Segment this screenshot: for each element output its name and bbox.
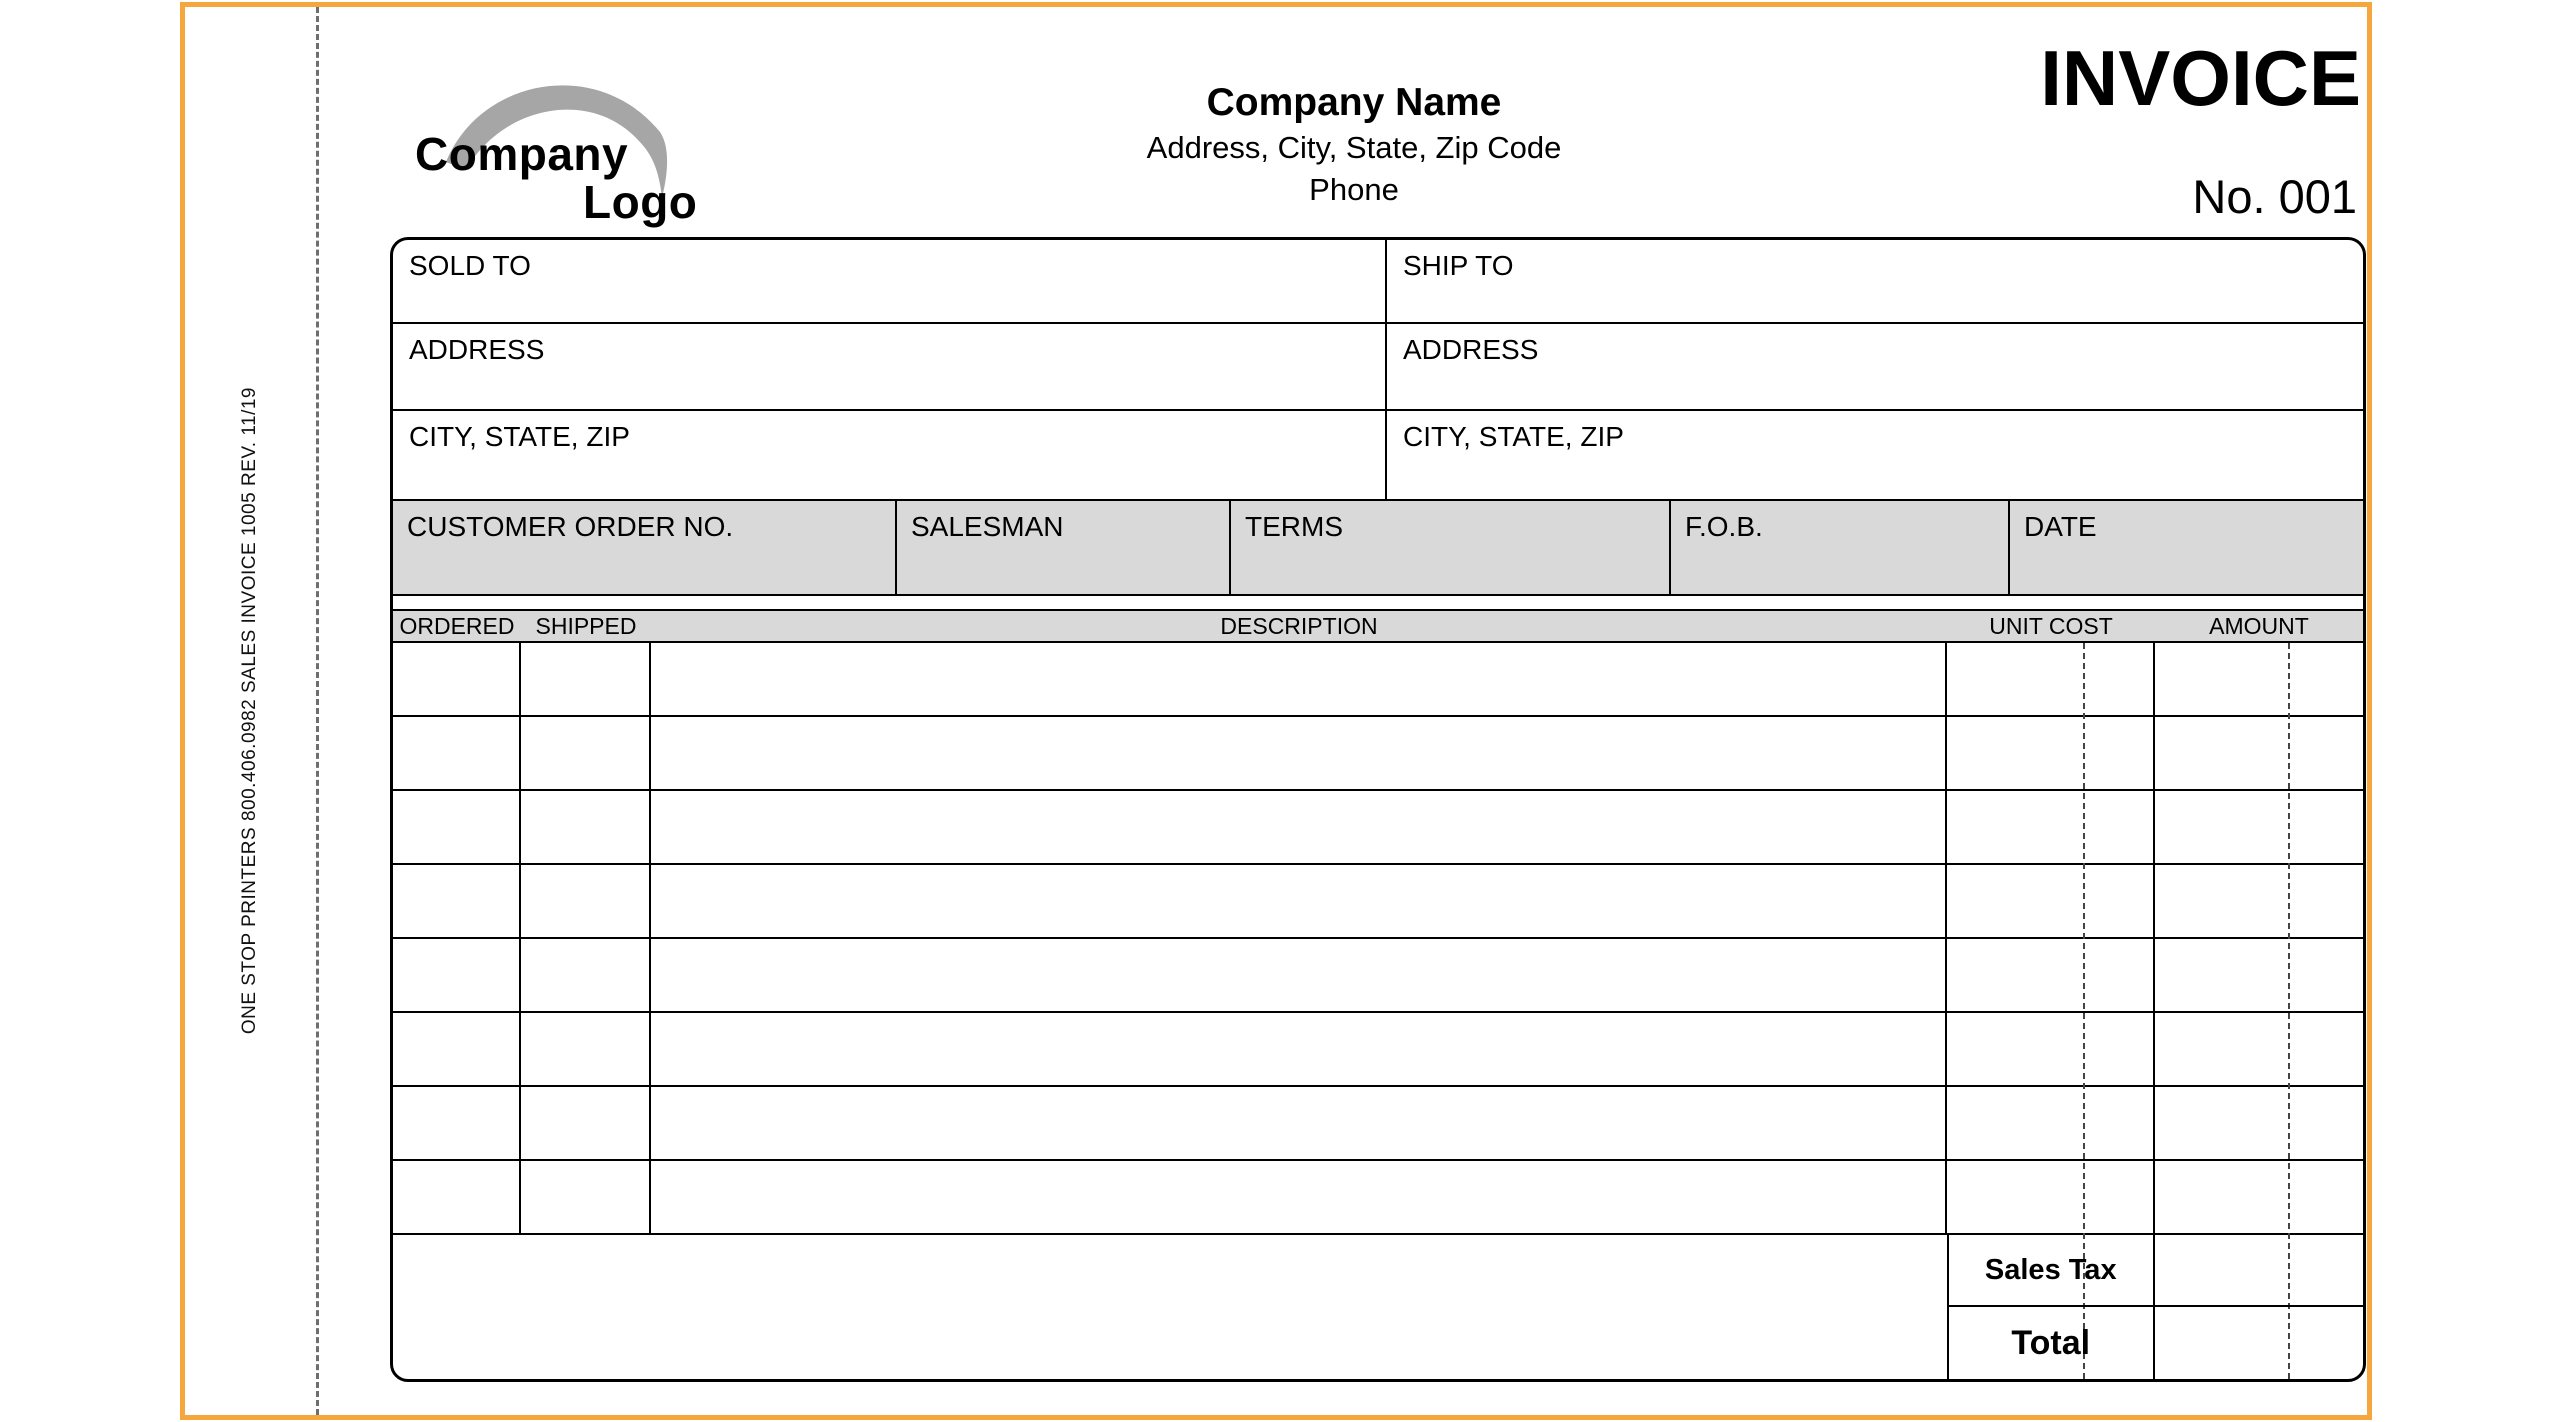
terms-field[interactable] bbox=[1231, 501, 1671, 594]
item-unit-cost-cell[interactable] bbox=[1947, 717, 2155, 789]
item-ordered-cell[interactable] bbox=[393, 865, 521, 937]
sold-city-label: CITY, STATE, ZIP bbox=[409, 421, 630, 452]
date-field[interactable] bbox=[2010, 501, 2363, 594]
sold-to-field[interactable] bbox=[393, 240, 1387, 324]
item-unit-cost-cell[interactable] bbox=[1947, 1087, 2155, 1159]
item-description-cell[interactable] bbox=[651, 939, 1947, 1011]
sales-tax-row bbox=[1949, 1235, 2363, 1307]
item-description-cell[interactable] bbox=[651, 1087, 1947, 1159]
sold-address-field[interactable] bbox=[393, 324, 1387, 411]
company-name: Company Name bbox=[1206, 81, 1502, 124]
item-shipped-cell[interactable] bbox=[521, 1161, 651, 1233]
date-label: DATE bbox=[2024, 511, 2097, 542]
salesman-label: SALESMAN bbox=[911, 511, 1064, 542]
item-description-cell[interactable] bbox=[651, 865, 1947, 937]
ship-to-label: SHIP TO bbox=[1403, 250, 1514, 281]
sold-to-label: SOLD TO bbox=[409, 250, 531, 281]
item-row bbox=[393, 1161, 2363, 1235]
item-unit-cost-cell[interactable] bbox=[1947, 939, 2155, 1011]
item-unit-cost-cell[interactable] bbox=[1947, 791, 2155, 863]
item-row bbox=[393, 791, 2363, 865]
logo-text-logo: Logo bbox=[583, 176, 698, 228]
customer-order-no-label: CUSTOMER ORDER NO. bbox=[407, 511, 734, 542]
column-header-shipped: SHIPPED bbox=[535, 612, 637, 639]
ship-to-field[interactable] bbox=[1387, 240, 2363, 324]
item-row bbox=[393, 1087, 2363, 1161]
item-ordered-cell[interactable] bbox=[393, 1161, 521, 1233]
item-amount-cell[interactable] bbox=[2155, 1087, 2363, 1159]
item-amount-cell[interactable] bbox=[2155, 939, 2363, 1011]
customer-order-no-field[interactable] bbox=[393, 501, 897, 594]
sold-address-label: ADDRESS bbox=[409, 334, 545, 365]
item-amount-cell[interactable] bbox=[2155, 717, 2363, 789]
sales-tax-amount-cell[interactable] bbox=[2155, 1235, 2364, 1305]
item-shipped-cell[interactable] bbox=[521, 791, 651, 863]
column-header-ordered: ORDERED bbox=[399, 612, 515, 639]
item-shipped-cell[interactable] bbox=[521, 865, 651, 937]
items-table-header bbox=[393, 609, 2363, 643]
fob-field[interactable] bbox=[1671, 501, 2010, 594]
company-address: Address, City, State, Zip Code bbox=[1146, 130, 1562, 165]
item-description-cell[interactable] bbox=[651, 643, 1947, 715]
item-unit-cost-cell[interactable] bbox=[1947, 1161, 2155, 1233]
item-row bbox=[393, 939, 2363, 1013]
item-description-cell[interactable] bbox=[651, 791, 1947, 863]
item-ordered-cell[interactable] bbox=[393, 939, 521, 1011]
item-description-cell[interactable] bbox=[651, 717, 1947, 789]
item-row bbox=[393, 717, 2363, 791]
invoice-title: INVOICE bbox=[2040, 34, 2361, 122]
item-ordered-cell[interactable] bbox=[393, 643, 521, 715]
printer-info-vertical-text: ONE STOP PRINTERS 800.406.0982 SALES INVOICE 1005 REV. 11/19 bbox=[239, 387, 260, 1035]
item-row bbox=[393, 1013, 2363, 1087]
item-amount-cell[interactable] bbox=[2155, 643, 2363, 715]
order-info-band bbox=[393, 499, 2363, 596]
invoice-form bbox=[390, 237, 2366, 1382]
item-amount-cell[interactable] bbox=[2155, 791, 2363, 863]
item-amount-cell[interactable] bbox=[2155, 1013, 2363, 1085]
company-header bbox=[954, 79, 1754, 211]
ship-address-label: ADDRESS bbox=[1403, 334, 1539, 365]
items-rows bbox=[393, 643, 2363, 1235]
ship-city-field[interactable] bbox=[1387, 411, 2363, 499]
perforation-dashed-line bbox=[316, 7, 319, 1415]
item-shipped-cell[interactable] bbox=[521, 1087, 651, 1159]
salesman-field[interactable] bbox=[897, 501, 1231, 594]
item-ordered-cell[interactable] bbox=[393, 717, 521, 789]
ship-city-label: CITY, STATE, ZIP bbox=[1403, 421, 1624, 452]
total-label: Total bbox=[1949, 1307, 2155, 1379]
item-shipped-cell[interactable] bbox=[521, 717, 651, 789]
column-header-unit-cost: UNIT COST bbox=[1989, 612, 2113, 639]
item-shipped-cell[interactable] bbox=[521, 1013, 651, 1085]
item-ordered-cell[interactable] bbox=[393, 1013, 521, 1085]
item-ordered-cell[interactable] bbox=[393, 1087, 521, 1159]
item-row bbox=[393, 865, 2363, 939]
column-header-amount: AMOUNT bbox=[2209, 612, 2309, 639]
item-ordered-cell[interactable] bbox=[393, 791, 521, 863]
total-row bbox=[1949, 1307, 2363, 1379]
company-phone: Phone bbox=[1309, 172, 1399, 207]
sales-tax-label: Sales Tax bbox=[1949, 1235, 2155, 1305]
ship-address-field[interactable] bbox=[1387, 324, 2363, 411]
item-unit-cost-cell[interactable] bbox=[1947, 865, 2155, 937]
item-description-cell[interactable] bbox=[651, 1013, 1947, 1085]
item-shipped-cell[interactable] bbox=[521, 939, 651, 1011]
invoice-sheet bbox=[180, 2, 2372, 1420]
printer-info-strip bbox=[225, 7, 275, 1415]
fob-label: F.O.B. bbox=[1685, 511, 1763, 542]
item-description-cell[interactable] bbox=[651, 1161, 1947, 1233]
column-header-description: DESCRIPTION bbox=[1220, 612, 1378, 639]
terms-label: TERMS bbox=[1245, 511, 1343, 542]
sold-city-field[interactable] bbox=[393, 411, 1387, 499]
totals-section bbox=[1947, 1235, 2363, 1379]
item-amount-cell[interactable] bbox=[2155, 865, 2363, 937]
item-amount-cell[interactable] bbox=[2155, 1161, 2363, 1233]
item-unit-cost-cell[interactable] bbox=[1947, 1013, 2155, 1085]
total-amount-cell[interactable] bbox=[2155, 1307, 2364, 1379]
item-row bbox=[393, 643, 2363, 717]
item-unit-cost-cell[interactable] bbox=[1947, 643, 2155, 715]
item-shipped-cell[interactable] bbox=[521, 643, 651, 715]
logo-text-company: Company bbox=[415, 128, 629, 180]
invoice-number: No. 001 bbox=[2192, 170, 2357, 223]
